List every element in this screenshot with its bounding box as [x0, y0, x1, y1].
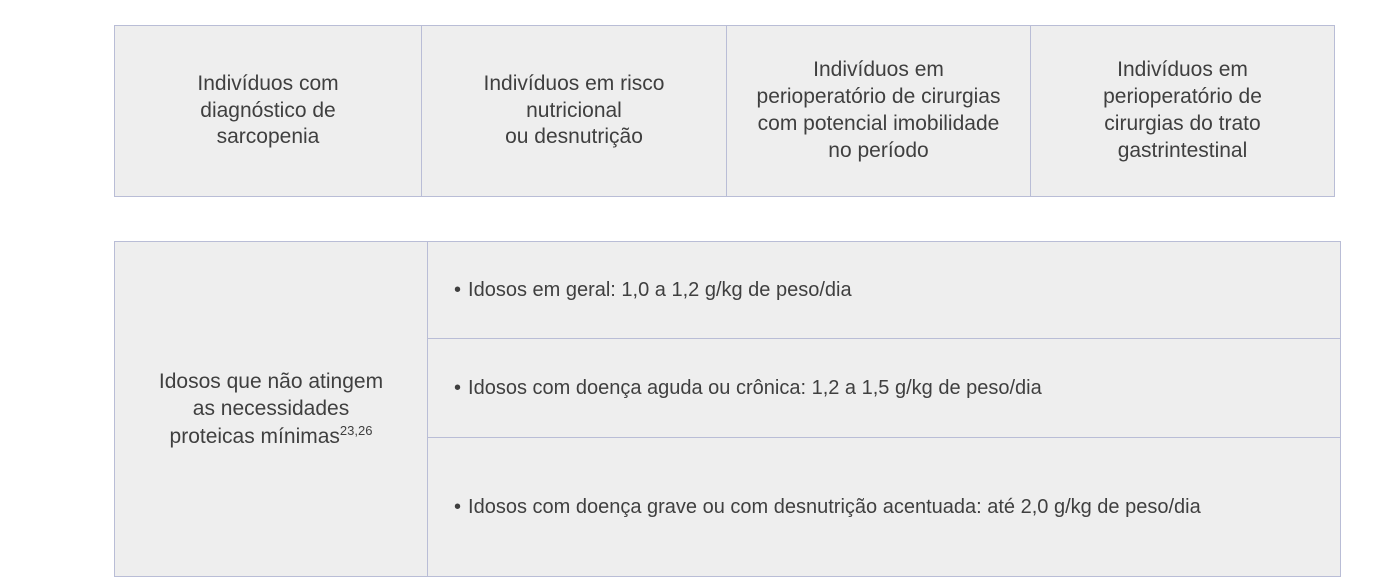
protein-needs-label-cell [115, 242, 428, 577]
criteria-line: ou desnutrição [505, 125, 643, 149]
criteria-line: nutricional [526, 98, 622, 122]
criteria-cell-perioperatorio-trato [1031, 26, 1335, 197]
item-text: Idosos com doença grave ou com desnutrição acentuada: até 2,0 g/kg de peso/dia [468, 495, 1201, 518]
protein-needs-item-3 [428, 438, 1341, 577]
label-line: as necessidades [192, 397, 350, 421]
criteria-line: no período [828, 138, 929, 162]
criteria-line: Indivíduos em [813, 58, 944, 82]
bullet-icon: • [454, 495, 462, 518]
criteria-line: cirurgias do trato [1104, 112, 1261, 135]
criteria-line: sarcopenia [216, 125, 320, 149]
criteria-line: perioperatório de [1103, 85, 1262, 109]
criteria-line: diagnóstico de [200, 98, 336, 122]
protein-needs-item-1 [428, 242, 1341, 339]
criteria-line: Indivíduos em risco [483, 71, 665, 95]
label-line: proteicas mínimas [169, 424, 340, 448]
criteria-cell-perioperatorio-imobilidade [727, 26, 1031, 197]
item-text: Idosos com doença aguda ou crônica: 1,2 a 1,5 g/kg de peso/dia [468, 376, 1042, 399]
bullet-icon: • [454, 278, 462, 301]
criteria-line: Indivíduos em [1117, 58, 1248, 82]
criteria-cell-risco-nutricional [422, 26, 727, 197]
protein-needs-table [114, 241, 1341, 577]
table-row [115, 26, 1335, 197]
label-line: Idosos que não atingem [158, 370, 384, 394]
criteria-line: Indivíduos com [197, 71, 339, 95]
criteria-table [114, 25, 1335, 197]
criteria-line: gastrintestinal [1117, 138, 1248, 162]
item-text: Idosos em geral: 1,0 a 1,2 g/kg de peso/dia [468, 278, 852, 301]
bullet-icon: • [454, 376, 462, 399]
criteria-line: perioperatório de cirurgias [756, 85, 1001, 109]
reference-superscript: 23,26 [339, 422, 373, 438]
table-row [115, 242, 1341, 339]
protein-needs-item-2 [428, 339, 1341, 438]
criteria-cell-sarcopenia [115, 26, 422, 197]
criteria-line: com potencial imobilidade [757, 112, 1000, 135]
